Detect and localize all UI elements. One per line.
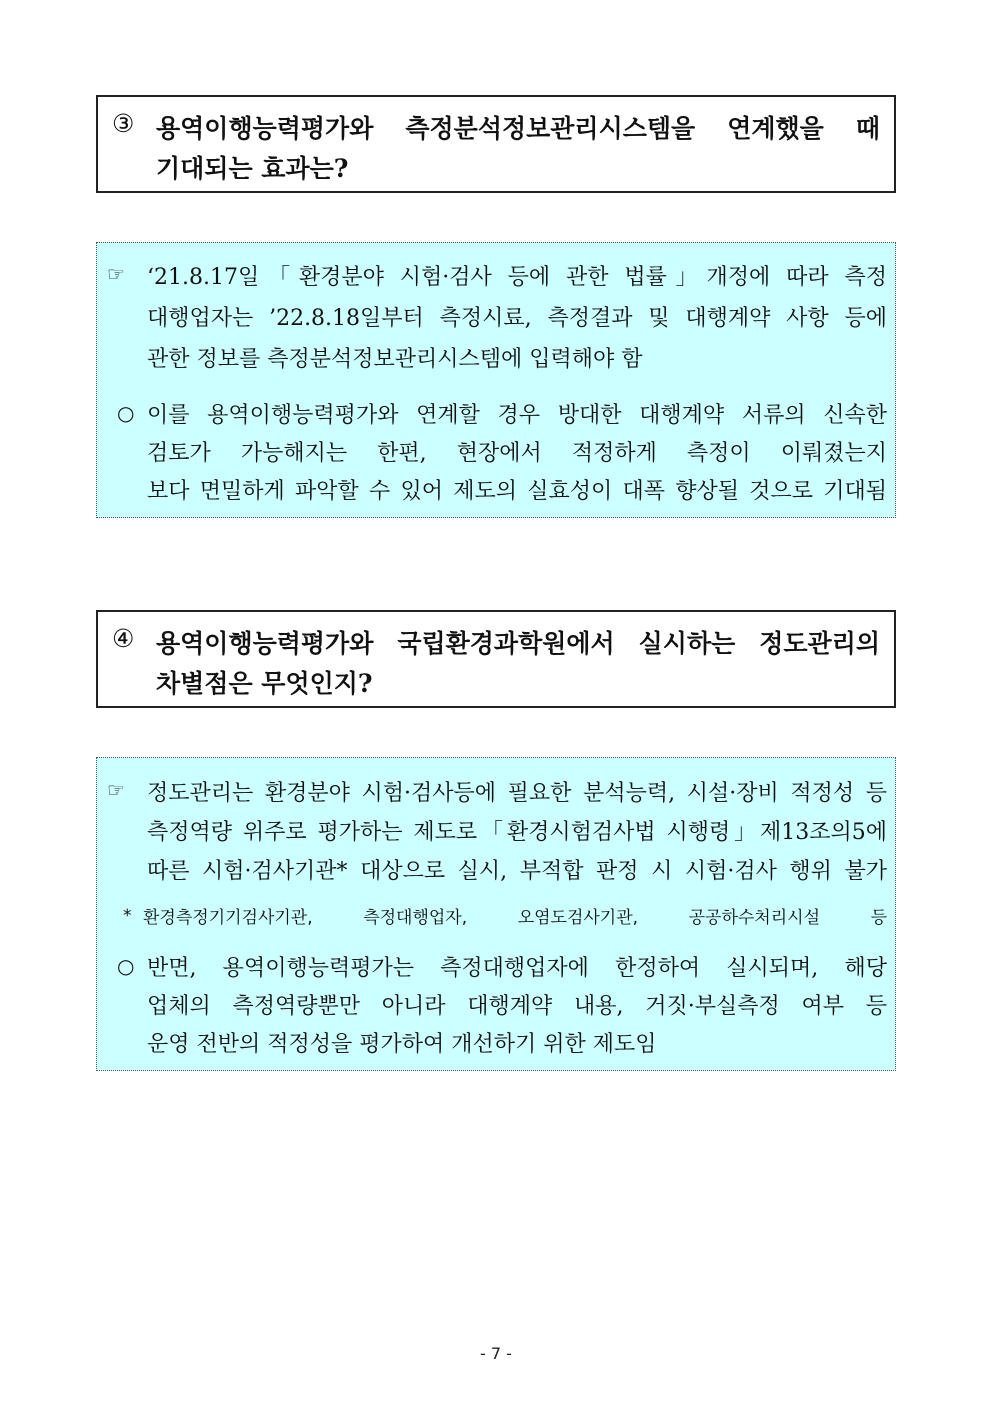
answer-4-sub-line-1: 반면, 용역이행능력평가는 측정대행업자에 한정하여 실시되며, 해당: [147, 956, 887, 981]
answer-3-main-line-1: ‘21.8.17일「환경분야 시험·검사 등에 관한 법률」개정에 따라 측정: [147, 265, 887, 290]
page-number: - 7 -: [480, 1344, 512, 1363]
pointer-icon: ☞: [107, 262, 125, 286]
question-4-box: [96, 610, 896, 708]
question-3-number: ③: [112, 109, 135, 138]
answer-4-main-line-3: 따른 시험·검사기관* 대상으로 실시, 부적합 판정 시 시험·검사 행위 불가: [147, 859, 887, 884]
answer-4-box: [96, 757, 896, 1071]
answer-3-main-line-3: 관한 정보를 측정분석정보관리시스템에 입력해야 함: [147, 347, 643, 372]
footnote-asterisk: *: [123, 906, 132, 926]
question-4-text-2: 차별점은 무엇인지?: [156, 669, 373, 698]
question-4-text-1: 용역이행능력평가와 국립환경과학원에서 실시하는 정도관리의: [156, 629, 880, 658]
answer-3-sub-line-1: 이를 용역이행능력평가와 연계할 경우 방대한 대행계약 서류의 신속한: [147, 403, 887, 428]
circle-bullet-icon: ○: [117, 401, 135, 425]
answer-3-sub-line-3: 보다 면밀하게 파악할 수 있어 제도의 실효성이 대폭 향상될 것으로 기대됨: [147, 479, 887, 504]
answer-4-main-line-1: 정도관리는 환경분야 시험·검사등에 필요한 분석능력, 시설·장비 적정성 등: [147, 781, 887, 806]
answer-3-sub-line-2: 검토가 가능해지는 한편, 현장에서 적정하게 측정이 이뤄졌는지: [147, 441, 887, 466]
answer-4-sub-line-2: 업체의 측정역량뿐만 아니라 대행계약 내용, 거짓·부실측정 여부 등: [147, 994, 887, 1019]
answer-3-main-line-2: 대행업자는 ’22.8.18일부터 측정시료, 측정결과 및 대행계약 사항 등에: [147, 306, 887, 331]
answer-3-box: [96, 242, 896, 518]
pointer-icon: ☞: [107, 778, 125, 802]
question-3-text-1: 용역이행능력평가와 측정분석정보관리시스템을 연계했을 때: [156, 114, 880, 143]
answer-4-footnote: 환경측정기기검사기관, 측정대행업자, 오염도검사기관, 공공하수처리시설 등: [143, 908, 887, 928]
question-4-number: ④: [112, 624, 135, 653]
answer-4-sub-line-3: 운영 전반의 적정성을 평가하여 개선하기 위한 제도임: [147, 1032, 657, 1057]
circle-bullet-icon: ○: [117, 954, 135, 978]
question-3-box: [96, 95, 896, 193]
question-3-text-2: 기대되는 효과는?: [156, 154, 349, 183]
answer-4-main-line-2: 측정역량 위주로 평가하는 제도로「환경시험검사법 시행령」제13조의5에: [147, 820, 887, 845]
